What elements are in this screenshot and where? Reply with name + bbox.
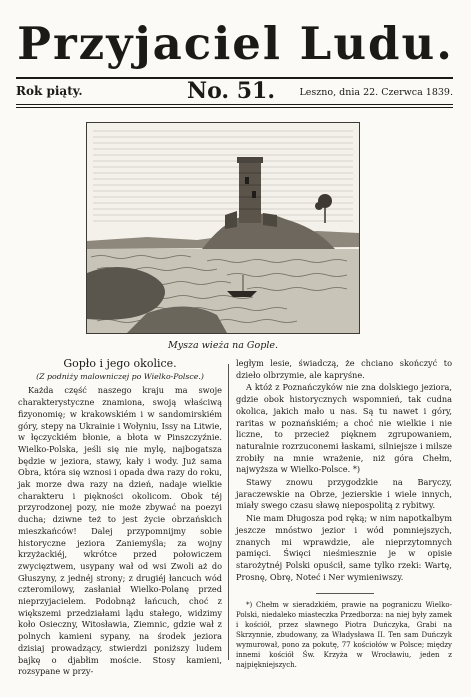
footnote: *) Chełm w sieradzkiém, prawie na pograniczu Wielko-Polski, niedaleko miasteczka Przedborza: na niej były zamek i kościół, przez sławnego Piotra Duńczyka, Grabi na Skrzynnie, zbudowany, za Władysława II. Ten sam Duńczyk wymurował, pono za pokutę, 77 kościołów w Polsce; między innemi kościół Św. Krzyża w Wrocławiu, jeden z najpiękniejszych. — [236, 601, 452, 670]
article-paragraph: A któż z Poznańczyków nie zna dolskiego jeziora, gdzie obok historycznych wspomnień, tak cudna okolica, jakich mało u nas. Są tu nawet i góry, raritas w poznańskiém; a choć nie wielkie i nie liczne, to przecież pięknem zgrupowaniem, naturalnie rozrzuconemi łaskami, silniejsze i milsze zrobiły na mnie wrażenie, niż góra Chełm, najwyższa w Wielko-Polsce. *) — [236, 382, 452, 475]
left-column — [18, 358, 222, 679]
issue-date: Leszno, dnia 22. Czerwca 1839. — [299, 87, 453, 98]
article-paragraph: ległym lesie, świadczą, że chciano skończyć to dzieło olbrzymie, ale kapryśne. — [236, 358, 452, 380]
issue-rule-1 — [16, 104, 453, 105]
column-divider — [228, 364, 229, 660]
article-title: Gopło i jego okolice. — [63, 357, 177, 370]
article-subtitle: (Z podniży malowniczej po Wielko-Polsce.) — [36, 371, 204, 381]
issue-year: Rok piąty. — [16, 84, 83, 98]
newspaper-title: Przyjaciel Ludu. — [17, 17, 454, 70]
figure-caption: Mysza wieża na Gople. — [167, 340, 278, 351]
article-paragraph: Stawy znowu przygodzkie na Baryczy, jaraczewskie na Obrze, jezierskie i wiele innych, miały swego czasu sławę niepospolitą z rybitwy. — [236, 477, 452, 511]
issue-rule-2 — [16, 107, 453, 108]
tower-engraving-illustration — [87, 123, 359, 333]
engraving-figure — [86, 122, 360, 334]
footnote-rule — [316, 593, 374, 594]
right-column — [236, 358, 452, 671]
issue-number: No. 51. — [187, 78, 275, 104]
article-paragraph: Każda część naszego kraju ma swoje charakterystyczne znamiona, swoją właściwą fizyonomię; w krakowskiém i w sandomirskiém góry, stepy na Ukrainie i Wołyniu, Issy na Litwie, w łęczyckiém błonie, a błota w Pinszczyźnie. Wielko-Polska, jeśli się nie mylę, najbogatsza będzie w jeziora, stawy, kały i wody. Już sama Obra, która się wznosi i opada dwa razy do roku, jak morze dwa razy na dzień, nadaje wielkie charakteru i piękności okolicom. Obok téj przyrodzonej pozy, nie może zbywać na poezyi ducha; dziwne też to jest życie obrzańskich mieszkańców! Dalej przypomnijmy sobie historyczne jeziora Zaniemyśla; za wojny krzyżackiéj, wkrótce przed połowiczem zwycięztwem, usypany wał od wsi Zwoli aż do Głuszyny, z jednéj strony; z drugiéj łancuch wód czteromilowy, zasłaniał Wielko-Polanę przed nieprzyjacielem. Podobnąż łańcuch, choć z większemi przedziałami lądu stałego, widzimy koło Osieczny, Witosławia, Ziemnic, gdzie wał z polnych kamieni sypany, na środek jeziora dzisiaj prowadzący, stwierdzi poniższy ludem bajkę o djabłim moście. Stosy kamieni, rozsypane w przy- — [18, 385, 222, 677]
article-paragraph: Nie mam Długosza pod ręką; w nim napotkalbym jeszcze mnóstwo jezior i wód pomniejszych, znanych mi wprawdzie, ale nieprzytomnych pamięci. Święci nieśmiesznie je w opisie starożytnéj Polski opuścił, same tylko rzeki: Wartę, Prosnę, Obrę, Noteć i Ner wymieniwszy. — [236, 513, 452, 582]
issue-line — [16, 78, 453, 104]
